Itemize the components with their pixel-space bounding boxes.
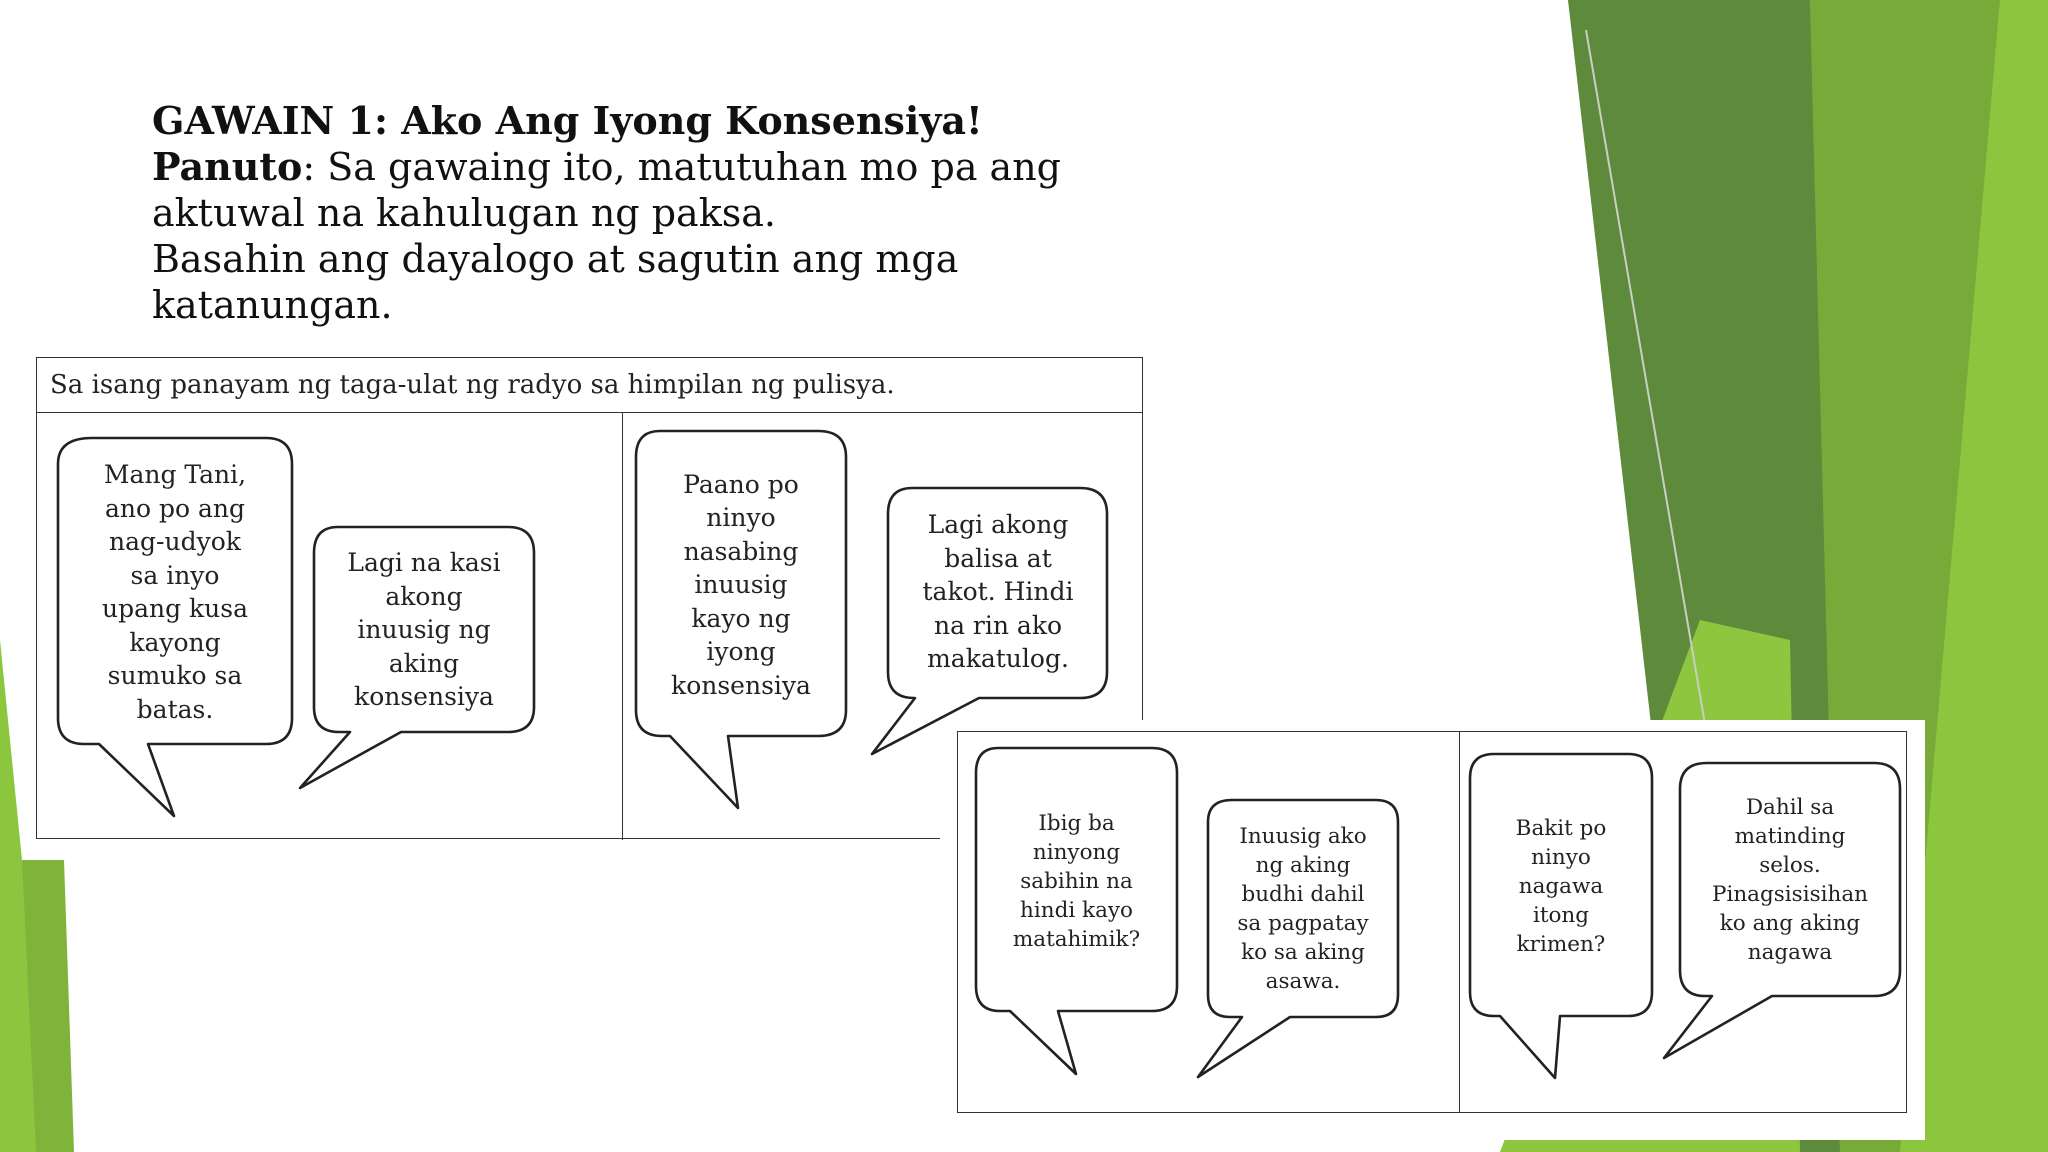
instruction-label: Panuto (152, 144, 303, 189)
instruction-line-3: Basahin ang dayalogo at sagutin ang mga (152, 237, 959, 281)
bubble-text-1: Mang Tani, ano po ang nag-udyok sa inyo upang kusa kayong sumuko sa batas. (101, 460, 249, 724)
activity-heading: GAWAIN 1: Ako Ang Iyong Konsensiya! (152, 98, 983, 143)
instruction-line-2: aktuwal na kahulugan ng paksa. (152, 191, 776, 235)
instruction-line-1: : Sa gawaing ito, matutuhan mo pa ang (302, 145, 1062, 189)
bubble-text-5: Ibig ba ninyong sabihin na hindi kayo matahimik? (1012, 810, 1141, 952)
bubble-text-7: Bakit po ninyo nagawa itong krimen? (1515, 815, 1607, 957)
bubble-text-4: Lagi akong balisa at takot. Hindi na rin ako makatulog. (922, 510, 1074, 674)
bubble-text-2: Lagi na kasi akong inuusig ng aking konsensiya (347, 548, 501, 712)
instruction-line-4: katanungan. (152, 283, 393, 327)
bubble-text-3: Paano po ninyo nasabing inuusig kayo ng iyong konsensiya (671, 469, 811, 700)
comic-caption: Sa isang panayam ng taga-ulat ng radyo sa himpilan ng pulisya. (37, 358, 1142, 413)
bubble-text-8: Dahil sa matinding selos. Pinagsisisihan ko ang aking nagawa (1711, 795, 1868, 965)
bubble-text-6: Inuusig ako ng aking budhi dahil sa pagpatay ko sa aking asawa. (1237, 824, 1369, 994)
